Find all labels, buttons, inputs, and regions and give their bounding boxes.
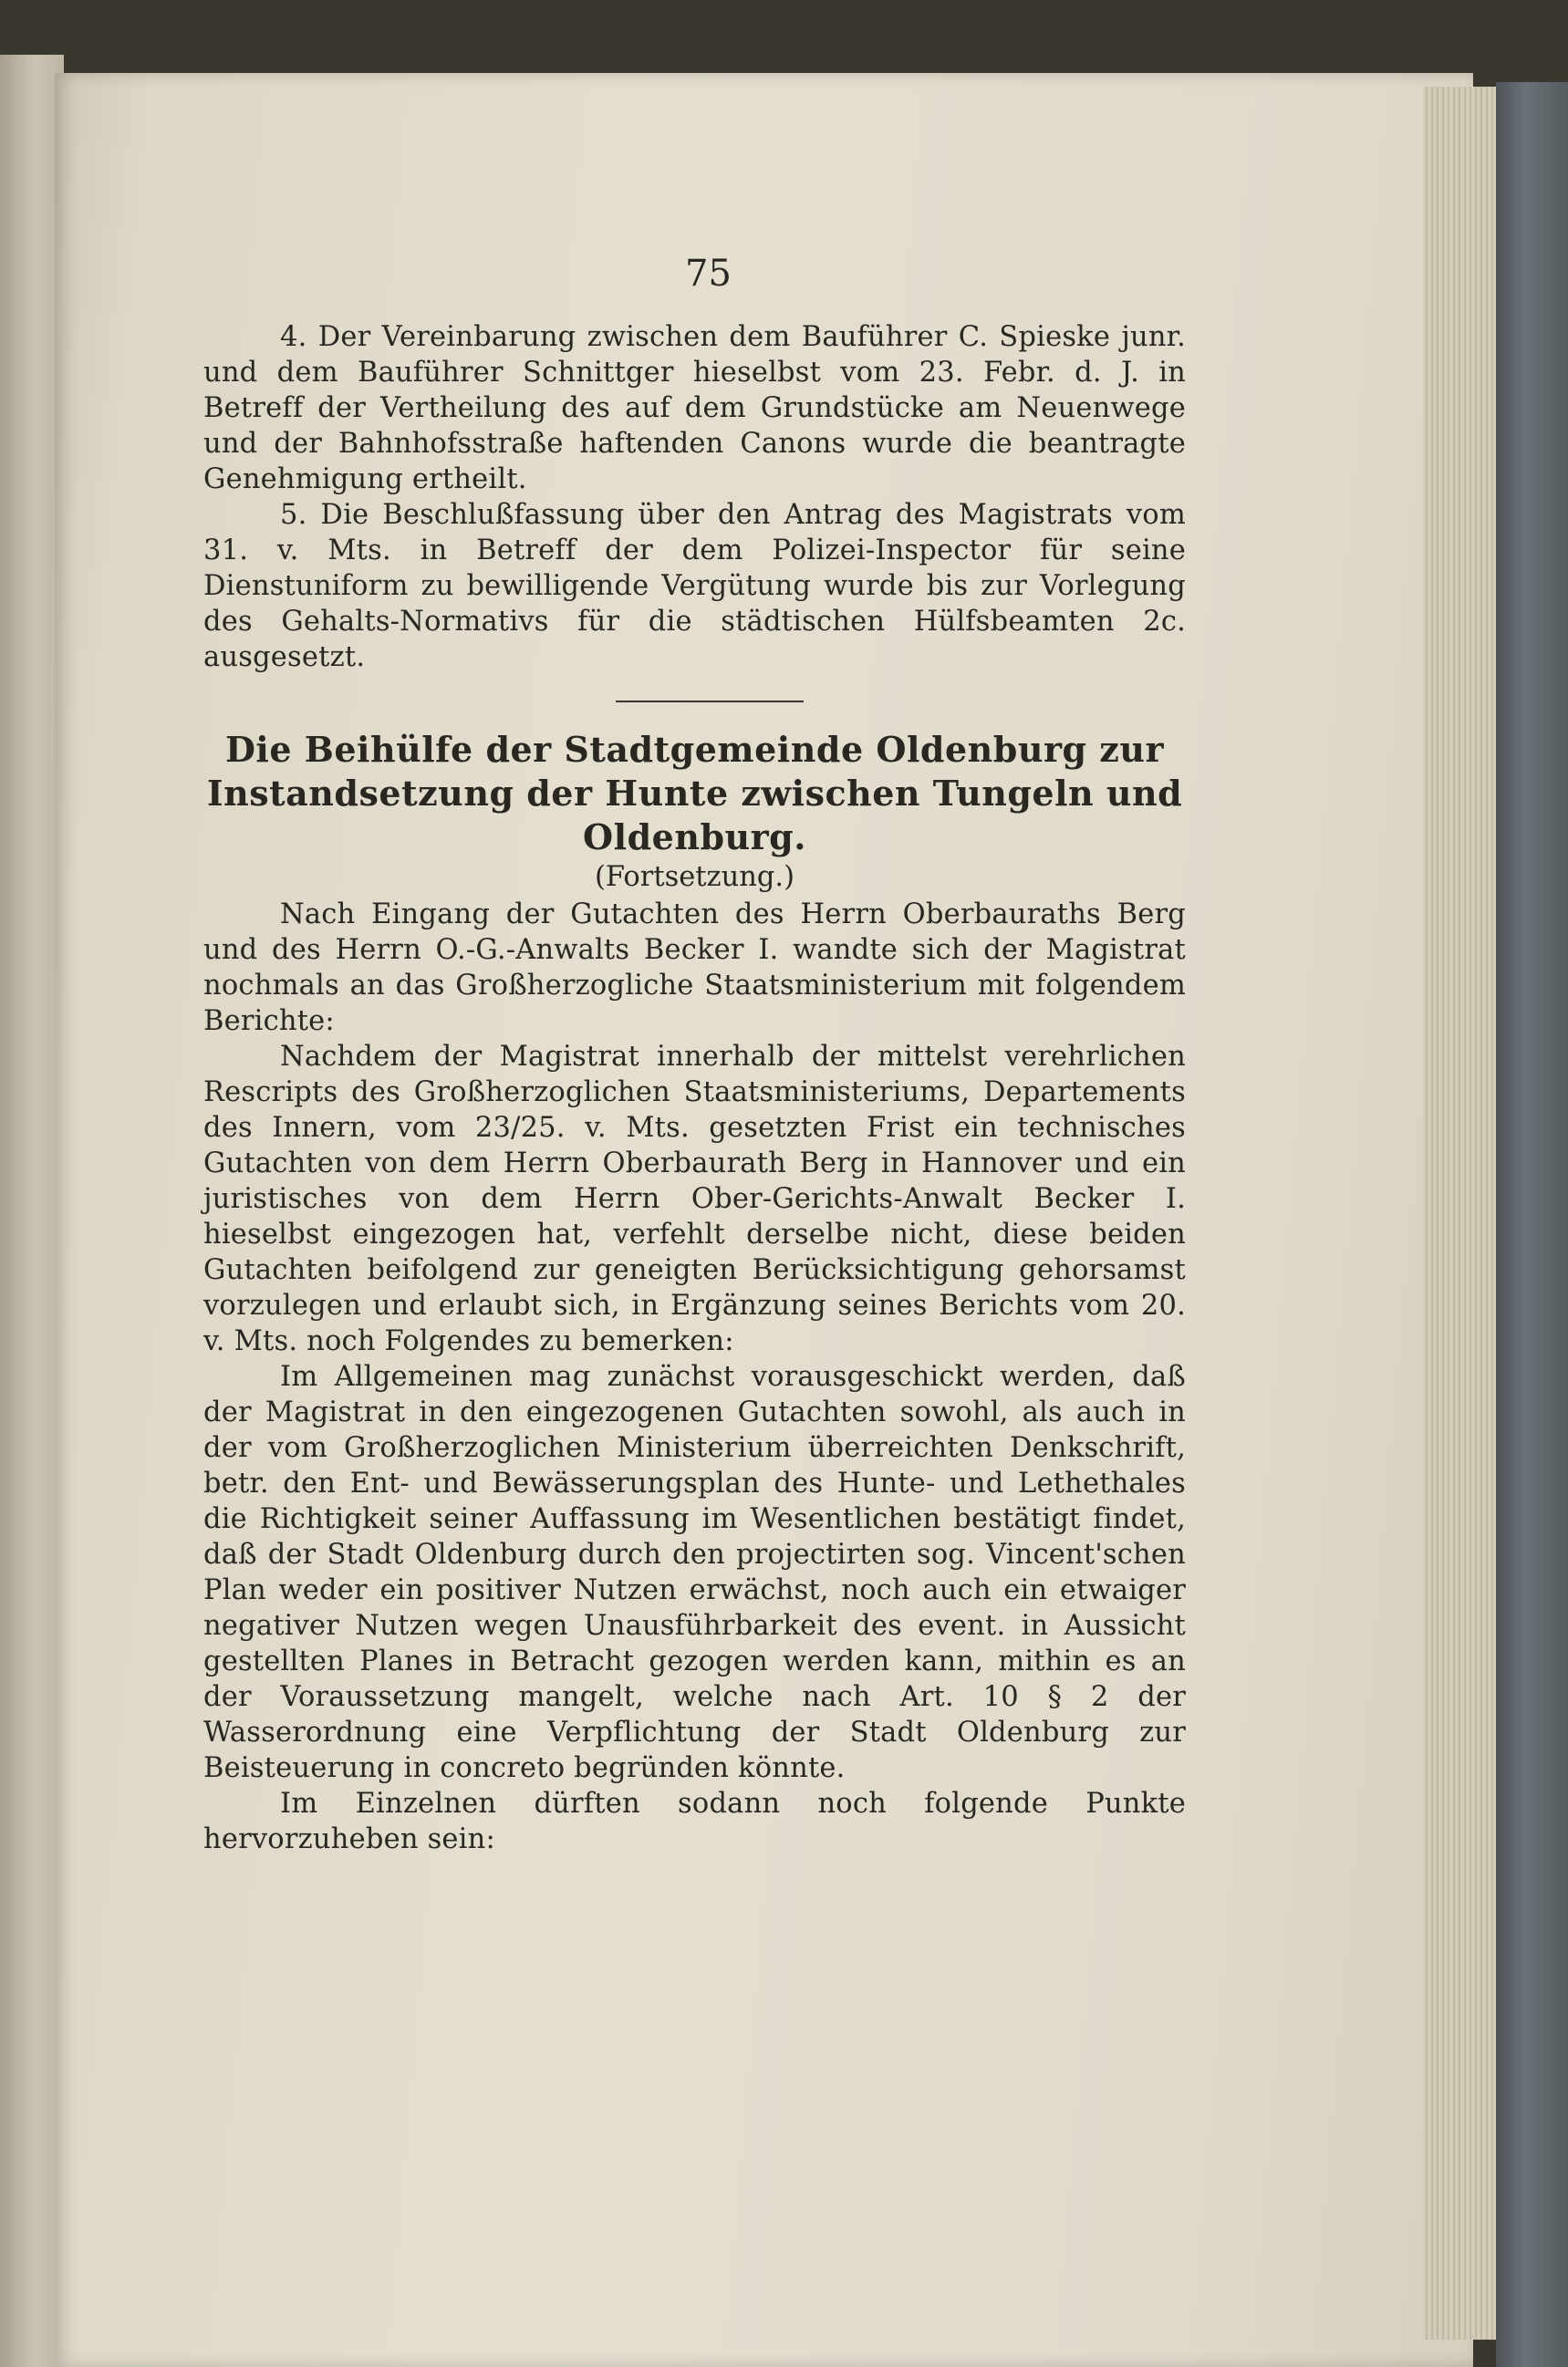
paragraph-item-4: 4. Der Vereinbarung zwischen dem Bauführer C. Spieske junr. und dem Bauführer Schnittger hieselbst vom 23. Febr. d. J. in Betreff der Vertheilung des auf dem Grundstücke am Neuenwege und der Bahnhofsstraße haftenden Canons wurde die beantragte Genehmigung ertheilt.	[203, 321, 1186, 495]
section-heading: Die Beihülfe der Stadtgemeinde Oldenburg zur Instandsetzung der Hunte zwischen Tungeln und Oldenburg.	[206, 729, 1183, 857]
page-text-block	[203, 246, 1186, 1857]
paragraph-report-1: Nachdem der Magistrat innerhalb der mittelst verehrlichen Rescripts des Großherzoglichen Staatsministeriums, Departements des Innern, vom 23/25. v. Mts. gesetzten Frist ein technisches Gutachten von dem Herrn Oberbaurath Berg in Hannover und ein juristisches von dem Herrn Ober-Gerichts-Anwalt Becker I. hieselbst eingezogen hat, verfehlt derselbe nicht, diese beiden Gutachten beifolgend zur geneigten Berücksichtigung gehorsamst vorzulegen und erlaubt sich, in Ergänzung seines Berichts vom 20. v. Mts. noch Folgendes zu bemerken:	[203, 1041, 1186, 1357]
section-subtitle: (Fortsetzung.)	[594, 861, 795, 893]
book-cover-edge	[1496, 82, 1568, 2367]
paragraph-intro: Nach Eingang der Gutachten des Herrn Oberbauraths Berg und des Herrn O.-G.-Anwalts Becker I. wandte sich der Magistrat nochmals an das Großherzogliche Staatsministerium mit folgendem Berichte:	[203, 898, 1186, 1037]
paragraph-report-2: Im Allgemeinen mag zunächst vorausgeschickt werden, daß der Magistrat in den eingezogenen Gutachten sowohl, als auch in der vom Großherzoglichen Ministerium überreichten Denkschrift, betr. den Ent- und Bewässerungsplan des Hunte- und Lethethales die Richtigkeit seiner Auffassung im Wesentlichen bestätigt findet, daß der Stadt Oldenburg durch den projectirten sog. Vincent'schen Plan weder ein positiver Nutzen erwächst, noch auch ein etwaiger negativer Nutzen wegen Unausführbarkeit des event. in Aussicht gestellten Planes in Betracht gezogen werden kann, mithin es an der Voraussetzung mangelt, welche nach Art. 10 § 2 der Wasserordnung eine Verpflichtung der Stadt Oldenburg zur Beisteuerung in concreto begründen könnte.	[203, 1361, 1186, 1784]
page-number: 75	[685, 253, 732, 295]
paragraph-item-5: 5. Die Beschlußfassung über den Antrag des Magistrats vom 31. v. Mts. in Betreff der dem Polizei-Inspector für seine Dienstuniform zu bewilligende Vergütung wurde bis zur Vorlegung des Gehalts-Normativs für die städtischen Hülfsbeamten 2c. ausgesetzt.	[203, 499, 1186, 673]
paragraph-report-3: Im Einzelnen dürften sodann noch folgende Punkte hervorzuheben sein:	[203, 1788, 1186, 1855]
page-stack-edge	[1423, 87, 1501, 2340]
section-divider	[616, 701, 804, 702]
